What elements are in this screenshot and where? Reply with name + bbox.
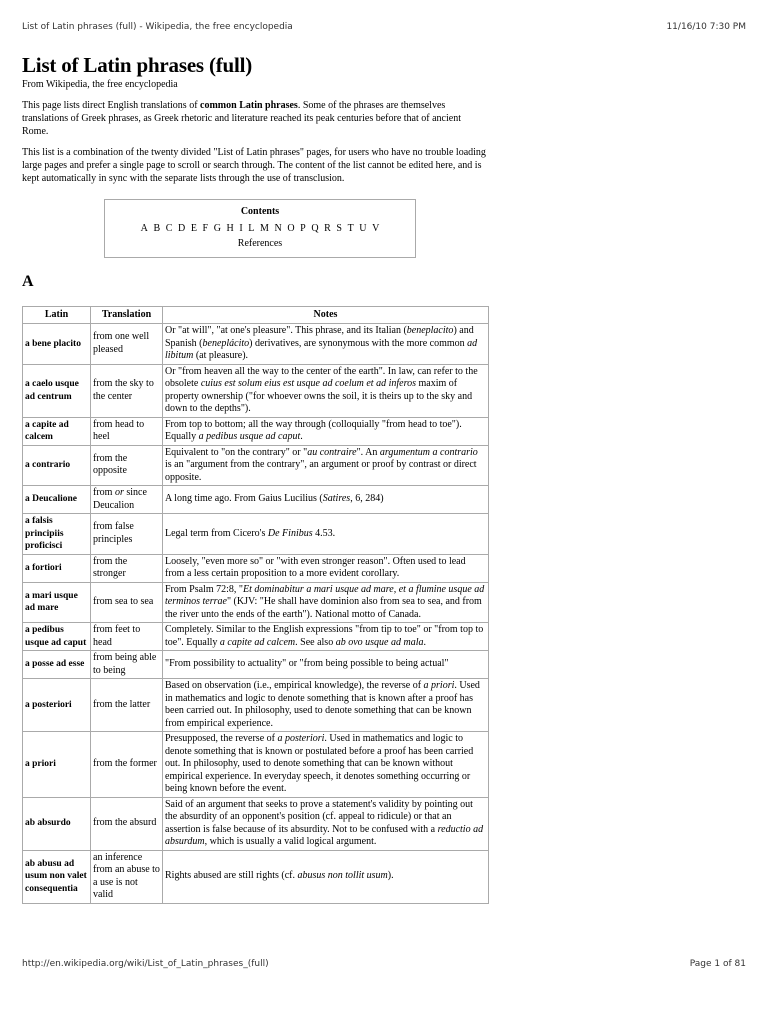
notes-cell: Said of an argument that seeks to prove a statement's validity by pointing out the absurdity of an opponent's position (cf. appeal to ridicule) or that an assertion is false because of its absurdity. Not to be confused with a reductio ad absurdum, which is usually a valid logical argument. [163,797,489,850]
table-row [23,651,489,679]
header-latin: Latin [23,307,91,324]
toc-letter-r[interactable]: R [324,223,331,234]
toc-letter-h[interactable]: H [226,223,234,234]
latin-phrase-cell: a pedibus usque ad caput [23,623,91,651]
toc-letters [105,222,415,236]
toc-letter-s[interactable]: S [336,223,342,234]
toc-references-link[interactable]: References [237,238,283,249]
latin-phrase-cell: a posse ad esse [23,651,91,679]
toc-letter-o[interactable]: O [287,223,295,234]
toc-letter-b[interactable]: B [153,223,161,234]
toc-letter-i[interactable]: I [239,223,243,234]
toc-letter-c[interactable]: C [165,223,173,234]
table-row [23,582,489,623]
notes-cell: A long time ago. From Gaius Lucilius (Satires, 6, 284) [163,486,489,514]
notes-cell: Completely. Similar to the English expressions "from tip to toe" or "from top to toe". Equally a capite ad calcem. See also ab ovo usque ad mala. [163,623,489,651]
notes-cell: Or "at will", "at one's pleasure". This phrase, and its Italian (beneplacito) and Spanish (beneplácito) derivatives, are synonymous with the more common ad libitum (at pleasure). [163,324,489,365]
latin-phrase-cell: a caelo usque ad centrum [23,364,91,417]
table-row [23,554,489,582]
intro-paragraph-2: This list is a combination of the twenty divided "List of Latin phrases" pages, for users who have no trouble loading large pages and prefer a single page to scroll or search through. The content of the list cannot be edited here, and is kept automatically in sync with the separate lists through the use of transclusion. [22,147,486,184]
print-footer-url: http://en.wikipedia.org/wiki/List_of_Latin_phrases_(full) [22,959,269,969]
translation-cell: from the sky to the center [91,364,163,417]
translation-cell: an inference from an abuse to a use is not valid [91,850,163,903]
translation-cell: from or since Deucalion [91,486,163,514]
table-row [23,364,489,417]
translation-cell: from the former [91,732,163,798]
header-notes: Notes [163,307,489,324]
latin-phrase-cell: a contrario [23,445,91,486]
table-row [23,797,489,850]
table-row [23,732,489,798]
translation-cell: from the latter [91,679,163,732]
notes-cell: Rights abused are still rights (cf. abusus non tollit usum). [163,850,489,903]
print-footer [22,959,746,969]
common-latin-phrases-link[interactable]: common Latin phrases [200,100,298,111]
notes-cell: From Psalm 72:8, "Et dominabitur a mari usque ad mare, et a flumine usque ad terminos terrae" (KJV: "He shall have dominion also from sea to sea, and from the river unto the ends of the earth"). National motto of Canada. [163,582,489,623]
translation-cell: from sea to sea [91,582,163,623]
toc-letter-v[interactable]: V [372,223,380,234]
latin-phrase-cell: ab absurdo [23,797,91,850]
latin-phrase-cell: a mari usque ad mare [23,582,91,623]
toc-letter-g[interactable]: G [213,223,221,234]
notes-cell: Legal term from Cicero's De Finibus 4.53. [163,514,489,555]
notes-cell: From top to bottom; all the way through (colloquially "from head to toe"). Equally a pedibus usque ad caput. [163,417,489,445]
article-content [22,52,488,904]
latin-phrase-cell: a capite ad calcem [23,417,91,445]
latin-phrase-cell: a Deucalione [23,486,91,514]
print-header [22,22,746,32]
toc-letter-m[interactable]: M [260,223,269,234]
latin-phrase-cell: a fortiori [23,554,91,582]
latin-phrase-cell: a posteriori [23,679,91,732]
phrases-table [22,306,489,904]
print-footer-page: Page 1 of 81 [689,959,746,969]
notes-cell: Loosely, "even more so" or "with even stronger reason". Often used to lead from a less certain proposition to a more evident corollary. [163,554,489,582]
table-row [23,623,489,651]
toc-letter-d[interactable]: D [178,223,186,234]
toc-letter-f[interactable]: F [202,223,209,234]
translation-cell: from the absurd [91,797,163,850]
toc-letter-a[interactable]: A [140,223,148,234]
notes-cell: Or "from heaven all the way to the center of the earth". In law, can refer to the obsolete cuius est solum eius est usque ad coelum et ad inferos maxim of property ownership ("for whoever owns the soil, it is theirs up to the sky and down to the depths"). [163,364,489,417]
toc-letter-l[interactable]: L [248,223,255,234]
table-row [23,679,489,732]
notes-cell: Based on observation (i.e., empirical knowledge), the reverse of a priori. Used in mathematics and logic to denote something that is known after a proof has been carried out. In philosophy, used to denote something that can be known from empirical experience. [163,679,489,732]
intro-paragraph-1: This page lists direct English translations of common Latin phrases. Some of the phrases are themselves translations of Greek phrases, as Greek rhetoric and literature reached its peak centuries before that of ancient Rome. [22,100,461,137]
toc-letter-t[interactable]: T [347,223,354,234]
page-subtitle: From Wikipedia, the free encyclopedia [22,79,178,90]
toc-letter-n[interactable]: N [274,223,282,234]
translation-cell: from false principles [91,514,163,555]
translation-cell: from feet to head [91,623,163,651]
latin-phrase-cell: a bene placito [23,324,91,365]
toc-letter-q[interactable]: Q [311,223,319,234]
translation-cell: from the opposite [91,445,163,486]
print-header-title: List of Latin phrases (full) - Wikipedia, the free encyclopedia [22,22,293,32]
latin-phrase-cell: ab abusu ad usum non valet consequentia [23,850,91,903]
translation-cell: from the stronger [91,554,163,582]
translation-cell: from being able to being [91,651,163,679]
table-row [23,324,489,365]
notes-cell: "From possibility to actuality" or "from being possible to being actual" [163,651,489,679]
latin-phrase-cell: a falsis principiis proficisci [23,514,91,555]
translation-cell: from head to heel [91,417,163,445]
toc-title: Contents [240,206,280,217]
toc-letter-e[interactable]: E [190,223,197,234]
notes-cell: Presupposed, the reverse of a posteriori. Used in mathematics and logic to denote something that is known or postulated before a proof has been carried out. In philosophy, used to denote something that can be known without empirical experience. In everyday speech, it denotes something occurring or being known before the event. [163,732,489,798]
translation-cell: from one well pleased [91,324,163,365]
header-translation: Translation [91,307,163,324]
latin-phrase-cell: a priori [23,732,91,798]
notes-cell: Equivalent to "on the contrary" or "au contraire". An argumentum a contrario is an "argument from the contrary", an argument or proof by contrast or direct opposite. [163,445,489,486]
section-heading-a: A [22,273,34,290]
table-row [23,445,489,486]
toc-letter-u[interactable]: U [359,223,367,234]
table-row [23,850,489,903]
table-header-row [23,307,489,324]
table-row [23,417,489,445]
table-row [23,514,489,555]
page-title: List of Latin phrases (full) [22,53,253,77]
table-of-contents [104,199,416,258]
print-header-datetime: 11/16/10 7:30 PM [666,22,746,32]
toc-letter-p[interactable]: P [300,223,306,234]
table-row [23,486,489,514]
